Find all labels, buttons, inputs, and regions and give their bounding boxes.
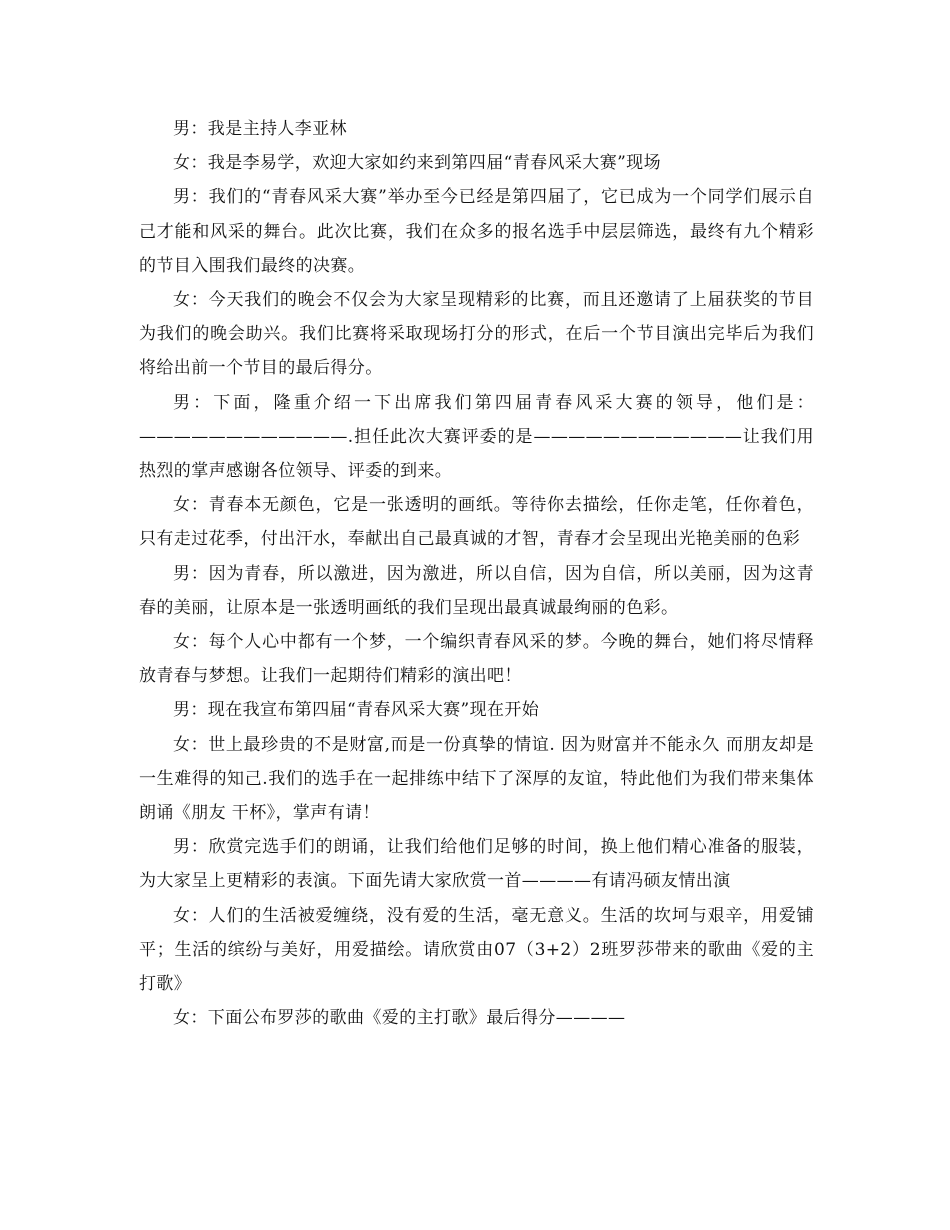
paragraph-10: 女：世上最珍贵的不是财富,而是一份真挚的情谊. 因为财富并不能永久 而朋友却是一生难得的知己.我们的选手在一起排练中结下了深厚的友谊，特此他们为我们带来集体朗诵《朋友 干杯》，掌声有请！ [139, 734, 814, 824]
paragraph-6: 女：青春本无颜色，它是一张透明的画纸。等待你去描绘，任你走笔，任你着色，只有走过花季，付出汗水，奉献出自己最真诚的才智，青春才会呈现出光艳美丽的色彩 [139, 495, 814, 550]
paragraph-1: 男：我是主持人李亚林 [173, 119, 347, 139]
paragraph-4: 女：今天我们的晚会不仅会为大家呈现精彩的比赛，而且还邀请了上届获奖的节目为我们的晚会助兴。我们比赛将采取现场打分的形式，在后一个节目演出完毕后为我们将给出前一个节目的最后得分。 [139, 290, 814, 379]
document-body [139, 112, 814, 1035]
paragraph-2: 女：我是李易学，欢迎大家如约来到第四届“青春风采大赛”现场 [173, 153, 661, 174]
paragraph-8: 女：每个人心中都有一个梦，一个编织青春风采的梦。今晚的舞台，她们将尽情释放青春与梦想。让我们一起期待们精彩的演出吧！ [139, 632, 814, 687]
paragraph-12: 女：人们的生活被爱缠绕，没有爱的生活，毫无意义。生活的坎坷与艰辛，用爱铺平；生活的缤纷与美好，用爱描绘。请欣赏由07（3+2）2班罗莎带来的歌曲《爱的主打歌》 [139, 905, 814, 995]
paragraph-11: 男：欣赏完选手们的朗诵，让我们给他们足够的时间，换上他们精心准备的服装，为大家呈上更精彩的表演。下面先请大家欣赏一首————有请冯硕友情出演 [139, 837, 814, 892]
paragraph-3: 男：我们的“青春风采大赛”举办至今已经是第四届了，它已成为一个同学们展示自己才能和风采的舞台。此次比赛，我们在众多的报名选手中层层筛选，最终有九个精彩的节目入围我们最终的决赛。 [139, 187, 814, 276]
paragraph-5: 男：下面，隆重介绍一下出席我们第四届青春风采大赛的领导，他们是：————————————.担任此次大赛评委的是————————————让我们用热烈的掌声感谢各位领导、评委的到来。 [139, 392, 814, 482]
paragraph-9: 男：现在我宣布第四届“青春风采大赛”现在开始 [173, 700, 540, 721]
paragraph-7: 男：因为青春，所以激进，因为激进，所以自信，因为自信，所以美丽，因为这青春的美丽，让原本是一张透明画纸的我们呈现出最真诚最绚丽的色彩。 [139, 563, 814, 618]
paragraph-13: 女：下面公布罗莎的歌曲《爱的主打歌》最后得分———— [173, 1008, 626, 1029]
